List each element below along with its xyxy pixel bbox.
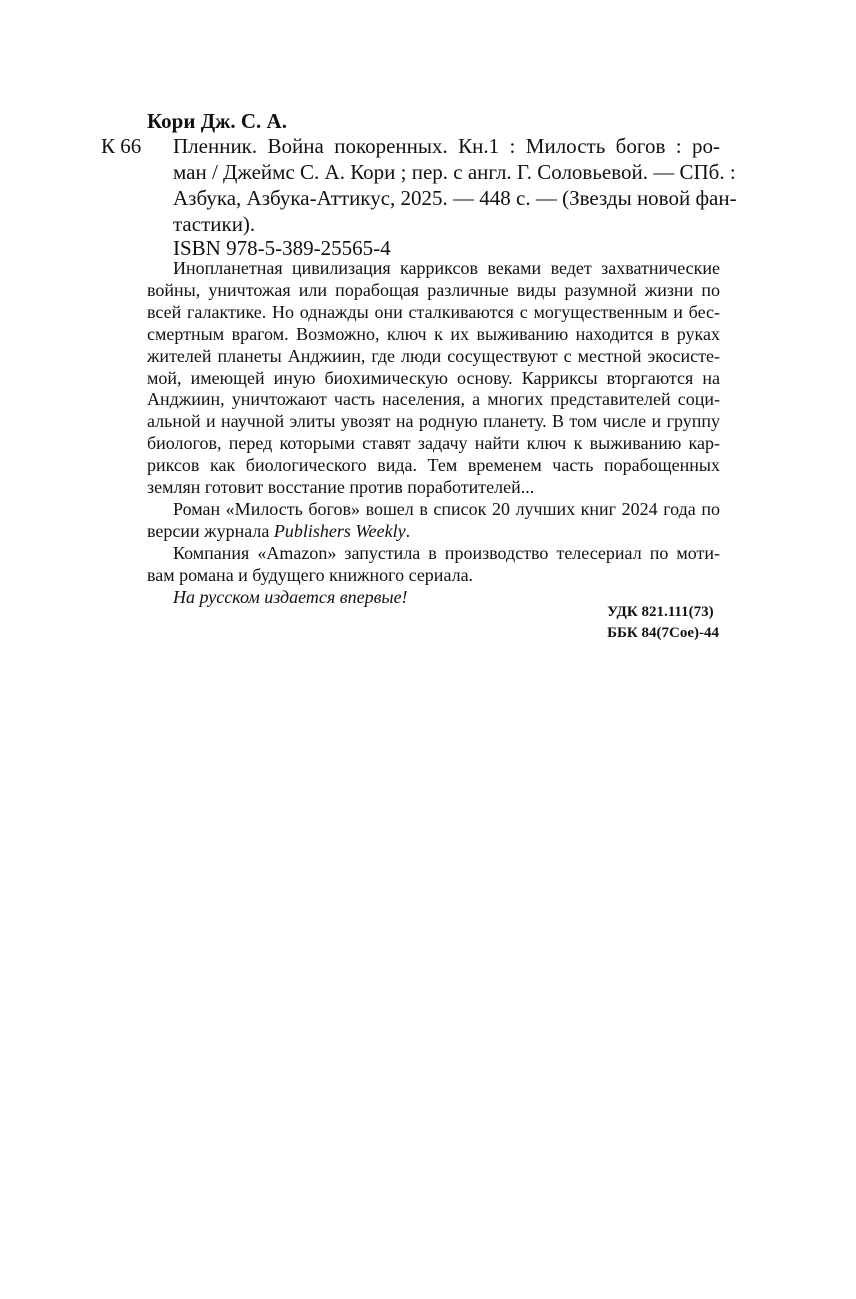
annotation-line: биологов, перед которыми ставят задачу найти ключ к выживанию кар- xyxy=(147,433,720,454)
bibliographic-description xyxy=(173,133,737,237)
annotation-line: вам романа и будущего книжного сериала. xyxy=(147,564,474,585)
bbk-code: ББК 84(7Сое)-44 xyxy=(607,625,719,641)
biblio-line: ман / Джеймс С. А. Кори ; пер. с англ. Г. Соловьевой. — СПб. : xyxy=(173,160,736,184)
annotation-line: всей галактике. Но однажды они сталкиваются с могущественным и бес- xyxy=(147,301,720,322)
udk-code: УДК 821.111(73) xyxy=(607,604,714,620)
author-mark-code: К 66 xyxy=(101,134,142,158)
annotation-line: землян готовит восстание против поработителей... xyxy=(147,477,535,498)
author-heading: Кори Дж. С. А. xyxy=(147,109,287,133)
annotation-line: Инопланетная цивилизация карриксов веками ведет захватнические xyxy=(173,258,720,278)
annotation-line xyxy=(147,521,720,543)
annotation-line: Роман «Милость богов» вошел в список 20 лучших книг 2024 года по xyxy=(173,498,720,519)
annotation-text: . xyxy=(405,520,411,541)
annotation-line: смертным врагом. Возможно, ключ к их выживанию находится в руках xyxy=(147,323,720,344)
isbn: ISBN 978-5-389-25565-4 xyxy=(173,236,391,260)
annotation-line: Анджиин, уничтожают часть населения, а многих представителей соци- xyxy=(147,389,720,410)
biblio-line: тастики). xyxy=(173,212,256,236)
annotation-line: мой, имеющей иную биохимическую основу. Карриксы вторгаются на xyxy=(147,367,720,388)
annotation-line: войны, уничтожая или порабощая различные виды разумной жизни по xyxy=(147,279,720,300)
classification-codes xyxy=(607,602,719,644)
biblio-line: Азбука, Азбука-Аттикус, 2025. — 448 с. — (Звезды новой фан- xyxy=(173,186,737,210)
annotation-line: альной и научной элиты увозят на родную планету. В том числе и группу xyxy=(147,411,720,432)
annotation-line: риксов как биологического вида. Тем временем часть порабощенных xyxy=(147,455,720,476)
biblio-line: Пленник. Война покоренных. Кн.1 : Милость богов : ро- xyxy=(173,134,720,158)
annotation-line: Компания «Amazon» запустила в производство телесериал по моти- xyxy=(173,542,720,563)
first-russian-edition-note: На русском издается впервые! xyxy=(173,586,408,607)
annotation-line: жителей планеты Анджиин, где люди сосуществуют с местной экосисте- xyxy=(147,345,720,366)
journal-title: Publishers Weekly xyxy=(273,520,406,541)
annotation-text: версии журнала xyxy=(147,520,274,541)
annotation xyxy=(147,258,720,609)
